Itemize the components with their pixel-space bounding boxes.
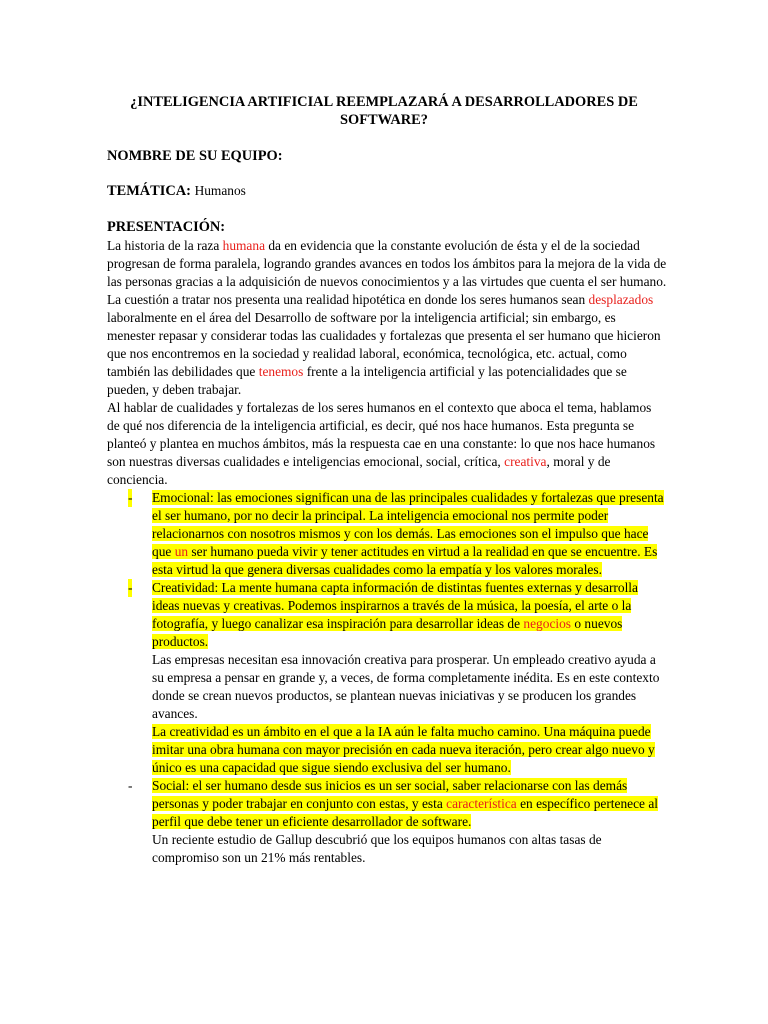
- text-run: La cuestión a tratar nos presenta una realidad hipotética en donde los seres humanos sean: [107, 292, 589, 307]
- red-word: humana: [222, 238, 266, 253]
- red-word: un: [174, 544, 189, 559]
- text-run: laboralmente en el área del Desarrollo de software por la inteligencia artificial; sin embargo, es menester repasar y considerar todas las cualidades y fortalezas que presenta el ser humano que hicieron que nos encontremos en la sociedad y realidad laboral, económica, tecnológica, etc. actual, como también las debilidades que: [107, 310, 661, 379]
- text-run: da en evidencia que la constante evolución de ésta y el de la sociedad progresan de forma paralela, logrando grandes avances en todos los ámbitos para la mejora de la vida de las personas gracias a la adquisición de nuevos conocimientos y a las virtudes que cuenta el ser humano.: [107, 238, 667, 289]
- bullet-dash: -: [128, 490, 133, 505]
- text-run: La historia de la raza: [107, 238, 223, 253]
- red-word: tenemos: [258, 364, 304, 379]
- text-run: frente a la inteligencia artificial y las potencialidades que se pueden, y deben trabajar.: [107, 364, 627, 397]
- highlighted-text: Creatividad: La mente humana capta información de distintas fuentes externas y desarrolla ideas nuevas y creativas. Podemos inspirarnos a través de la música, la poesía, el arte o la fotografía, y luego canalizar esa inspiración para desarrollar ideas de: [152, 580, 638, 631]
- qualities-list: [107, 489, 667, 867]
- highlighted-text: Emocional: las emociones significan una de las principales cualidades y fortalezas que presenta el ser humano, por no decir la principal. La inteligencia emocional nos permite poder relacionarnos con nosotros mismos y con los demás. Las emociones son el impulso que hace que: [152, 490, 664, 559]
- red-word: desplazados: [588, 292, 654, 307]
- paragraph-question: [107, 291, 667, 399]
- list-item-creativity: [128, 579, 667, 777]
- social-gallup-paragraph: Un reciente estudio de Gallup descubrió que los equipos humanos con altas tasas de compromiso son un 21% más rentables.: [152, 832, 602, 865]
- theme-value: Humanos: [194, 183, 246, 198]
- red-word: creativa: [504, 454, 547, 469]
- list-item-emotional: [128, 489, 667, 579]
- red-word: negocios: [523, 616, 572, 631]
- theme-heading: [107, 182, 246, 200]
- team-name-heading: NOMBRE DE SU EQUIPO:: [107, 148, 283, 164]
- theme-label: TEMÁTICA:: [107, 183, 191, 199]
- highlighted-text: o nuevos productos.: [152, 616, 623, 649]
- text-run: Al hablar de cualidades y fortalezas de los seres humanos en el contexto que aboca el tema, hablamos de qué nos diferencia de la inteligencia artificial, es decir, qué nos hace humanos. Esta pregunta se planteó y plantea en muchos ámbitos, más la respuesta cae en una constante: lo que nos hace humanos son nuestras diversas cualidades e inteligencias emocional, social, crítica,: [107, 400, 656, 469]
- bullet-dash: -: [128, 778, 133, 793]
- creativity-business-paragraph: Las empresas necesitan esa innovación creativa para prosperar. Un empleado creativo ayuda a su empresa a pensar en grande y, a veces, de forma completamente inédita. Es en este contexto donde se crean nuevos productos, se plantean nuevas iniciativas y se producen los grandes avances.: [152, 652, 660, 721]
- bullet-dash: -: [128, 580, 133, 595]
- highlighted-text: en específico pertenece al perfil que debe tener un eficiente desarrollador de software.: [152, 796, 659, 829]
- presentation-heading: PRESENTACIÓN:: [107, 219, 226, 235]
- red-word: característica: [446, 796, 517, 811]
- paragraph-history: [107, 237, 667, 291]
- text-run: , moral y de conciencia.: [107, 454, 611, 487]
- highlighted-text: ser humano pueda vivir y tener actitudes en virtud a la realidad en que se encuentre. Es esta virtud la que genera diversas cualidades como la empatía y los valores morales.: [152, 544, 658, 577]
- document-title: ¿INTELIGENCIA ARTIFICIAL REEMPLAZARÁ A DESARROLLADORES DE SOFTWARE?: [130, 94, 638, 128]
- creativity-ai-paragraph: [152, 723, 667, 777]
- paragraph-qualities: [107, 399, 667, 489]
- list-item-social: [128, 777, 667, 867]
- document-body: [107, 237, 667, 867]
- highlighted-text: La creatividad es un ámbito en el que a la IA aún le falta mucho camino. Una máquina puede imitar una obra humana con mayor precisión en cada nueva iteración, pero crear algo nuevo y único es una capacidad que sigue siendo exclusiva del ser humano.: [152, 724, 655, 775]
- highlighted-text: Social: el ser humano desde sus inicios es un ser social, saber relacionarse con las demás personas y poder trabajar en conjunto con estas, y esta: [152, 778, 628, 811]
